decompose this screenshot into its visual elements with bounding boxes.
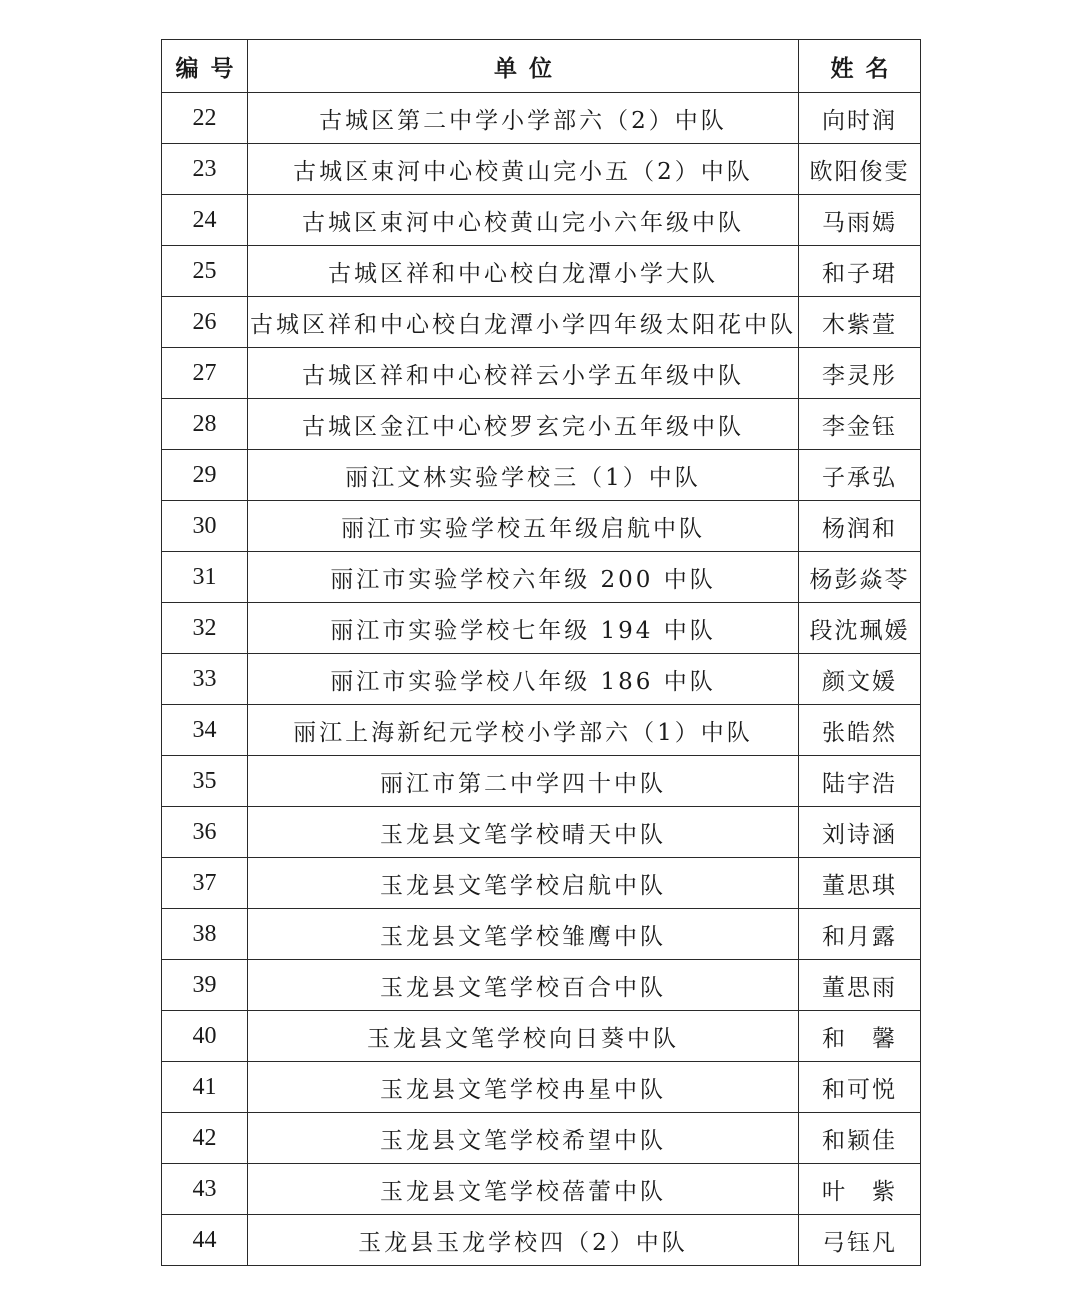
- roster-table: [161, 39, 921, 1266]
- row-unit-cell: 玉龙县文笔学校向日葵中队: [248, 1011, 799, 1062]
- row-number-cell: 41: [162, 1062, 248, 1113]
- row-number-cell: 23: [162, 144, 248, 195]
- row-number-cell: 25: [162, 246, 248, 297]
- row-number-cell: 34: [162, 705, 248, 756]
- row-number-cell: 38: [162, 909, 248, 960]
- row-unit-cell: 玉龙县文笔学校启航中队: [248, 858, 799, 909]
- row-name-cell: 张皓然: [799, 705, 921, 756]
- row-name-cell: 董思雨: [799, 960, 921, 1011]
- table-row: [162, 756, 921, 807]
- row-name-cell: 叶 紫: [799, 1164, 921, 1215]
- row-number-cell: 33: [162, 654, 248, 705]
- row-unit-cell: 玉龙县玉龙学校四（2）中队: [248, 1215, 799, 1266]
- table-row: [162, 909, 921, 960]
- table-row: [162, 1164, 921, 1215]
- row-number-cell: 22: [162, 93, 248, 144]
- row-number-cell: 43: [162, 1164, 248, 1215]
- row-number-cell: 24: [162, 195, 248, 246]
- row-unit-cell: 古城区束河中心校黄山完小五（2）中队: [248, 144, 799, 195]
- row-name-cell: 木紫萱: [799, 297, 921, 348]
- row-unit-cell: 古城区祥和中心校祥云小学五年级中队: [248, 348, 799, 399]
- roster-document: [161, 39, 920, 1266]
- header-unit: 单位: [248, 40, 799, 93]
- row-unit-cell: 玉龙县文笔学校蓓蕾中队: [248, 1164, 799, 1215]
- table-row: [162, 1113, 921, 1164]
- row-name-cell: 杨润和: [799, 501, 921, 552]
- table-row: [162, 552, 921, 603]
- table-row: [162, 399, 921, 450]
- row-number-cell: 31: [162, 552, 248, 603]
- table-row: [162, 960, 921, 1011]
- table-row: [162, 348, 921, 399]
- row-unit-cell: 玉龙县文笔学校冉星中队: [248, 1062, 799, 1113]
- row-unit-cell: 玉龙县文笔学校希望中队: [248, 1113, 799, 1164]
- row-name-cell: 欧阳俊雯: [799, 144, 921, 195]
- table-row: [162, 297, 921, 348]
- row-number-cell: 40: [162, 1011, 248, 1062]
- row-name-cell: 和 馨: [799, 1011, 921, 1062]
- row-name-cell: 李灵彤: [799, 348, 921, 399]
- row-name-cell: 段沈珮媛: [799, 603, 921, 654]
- table-row: [162, 1011, 921, 1062]
- row-name-cell: 刘诗涵: [799, 807, 921, 858]
- header-row: [162, 40, 921, 93]
- row-unit-cell: 丽江市实验学校七年级 194 中队: [248, 603, 799, 654]
- row-number-cell: 27: [162, 348, 248, 399]
- row-unit-cell: 玉龙县文笔学校雏鹰中队: [248, 909, 799, 960]
- table-row: [162, 807, 921, 858]
- table-row: [162, 705, 921, 756]
- row-name-cell: 陆宇浩: [799, 756, 921, 807]
- row-number-cell: 30: [162, 501, 248, 552]
- row-name-cell: 杨彭焱苓: [799, 552, 921, 603]
- table-row: [162, 144, 921, 195]
- row-number-cell: 35: [162, 756, 248, 807]
- table-row: [162, 1062, 921, 1113]
- row-number-cell: 26: [162, 297, 248, 348]
- row-unit-cell: 玉龙县文笔学校晴天中队: [248, 807, 799, 858]
- row-unit-cell: 丽江上海新纪元学校小学部六（1）中队: [248, 705, 799, 756]
- table-row: [162, 246, 921, 297]
- row-name-cell: 和可悦: [799, 1062, 921, 1113]
- row-name-cell: 和子珺: [799, 246, 921, 297]
- row-number-cell: 32: [162, 603, 248, 654]
- row-name-cell: 子承弘: [799, 450, 921, 501]
- row-name-cell: 弓钰凡: [799, 1215, 921, 1266]
- table-row: [162, 603, 921, 654]
- row-unit-cell: 玉龙县文笔学校百合中队: [248, 960, 799, 1011]
- row-name-cell: 李金钰: [799, 399, 921, 450]
- header-name: 姓名: [799, 40, 921, 93]
- row-name-cell: 马雨嫣: [799, 195, 921, 246]
- row-number-cell: 44: [162, 1215, 248, 1266]
- row-number-cell: 29: [162, 450, 248, 501]
- row-unit-cell: 丽江市第二中学四十中队: [248, 756, 799, 807]
- row-unit-cell: 丽江文林实验学校三（1）中队: [248, 450, 799, 501]
- table-row: [162, 195, 921, 246]
- table-row: [162, 858, 921, 909]
- row-name-cell: 和月露: [799, 909, 921, 960]
- row-number-cell: 28: [162, 399, 248, 450]
- row-name-cell: 向时润: [799, 93, 921, 144]
- row-name-cell: 颜文媛: [799, 654, 921, 705]
- row-unit-cell: 古城区金江中心校罗玄完小五年级中队: [248, 399, 799, 450]
- table-row: [162, 93, 921, 144]
- table-row: [162, 501, 921, 552]
- row-unit-cell: 丽江市实验学校八年级 186 中队: [248, 654, 799, 705]
- row-unit-cell: 丽江市实验学校六年级 200 中队: [248, 552, 799, 603]
- row-number-cell: 42: [162, 1113, 248, 1164]
- row-unit-cell: 古城区束河中心校黄山完小六年级中队: [248, 195, 799, 246]
- row-name-cell: 和颖佳: [799, 1113, 921, 1164]
- table-row: [162, 450, 921, 501]
- row-unit-cell: 古城区祥和中心校白龙潭小学四年级太阳花中队: [248, 297, 799, 348]
- row-number-cell: 37: [162, 858, 248, 909]
- row-unit-cell: 古城区第二中学小学部六（2）中队: [248, 93, 799, 144]
- table-row: [162, 654, 921, 705]
- header-number: 编号: [162, 40, 248, 93]
- table-row: [162, 1215, 921, 1266]
- row-name-cell: 董思琪: [799, 858, 921, 909]
- row-number-cell: 36: [162, 807, 248, 858]
- row-unit-cell: 丽江市实验学校五年级启航中队: [248, 501, 799, 552]
- row-number-cell: 39: [162, 960, 248, 1011]
- roster-body: [162, 93, 921, 1266]
- row-unit-cell: 古城区祥和中心校白龙潭小学大队: [248, 246, 799, 297]
